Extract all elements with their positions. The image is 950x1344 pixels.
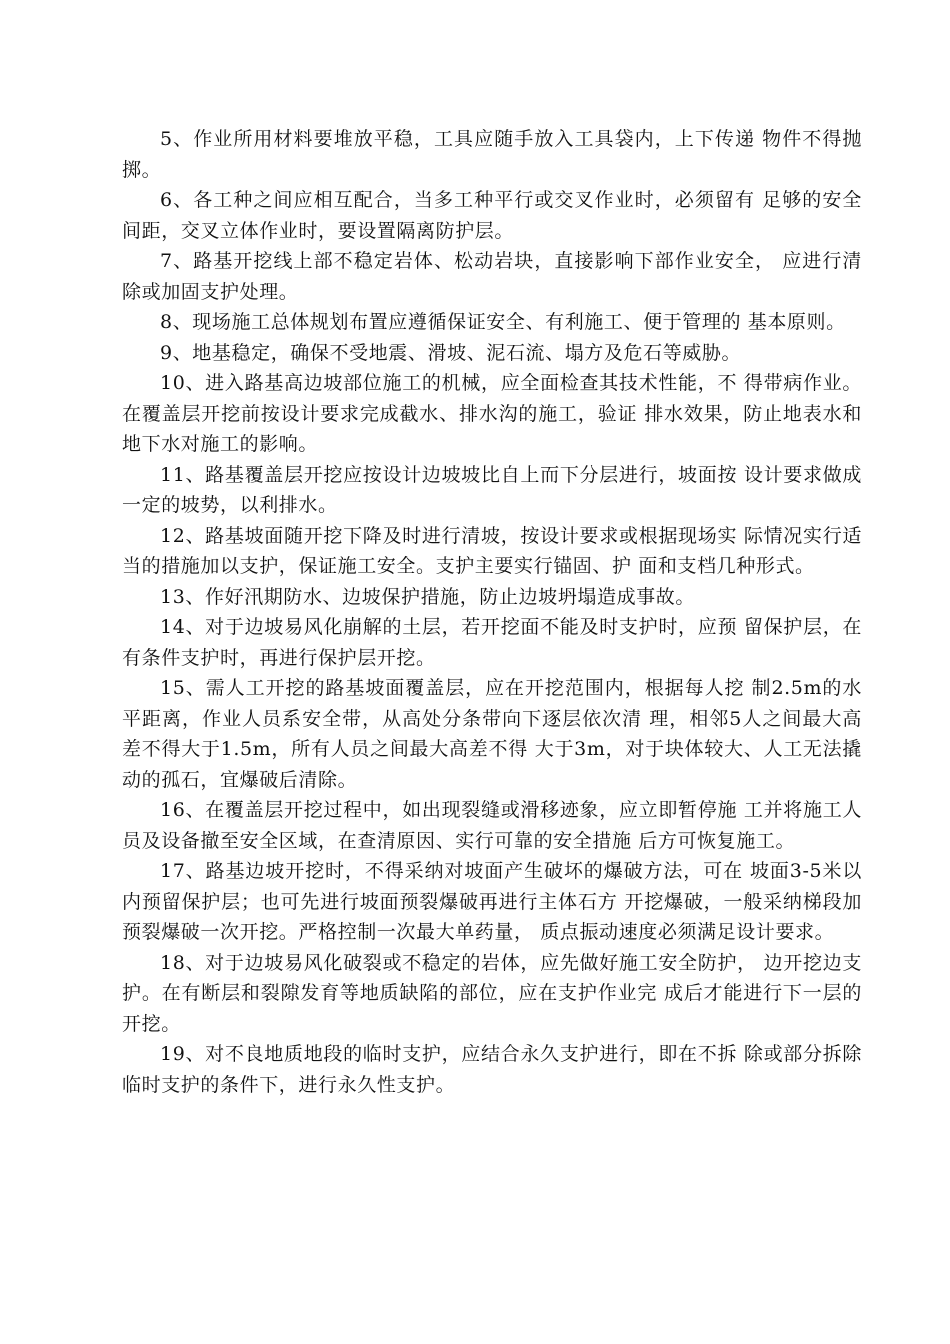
paragraph-8: 8、现场施工总体规划布置应遵循保证安全、有利施工、便于管理的 基本原则。	[160, 311, 846, 333]
paragraph-10: 10、进入路基高边坡部位施工的机械，应全面检查其技术性能，不 得带病作业。在覆盖层开挖前按设计要求完成截水、排水沟的施工，验证 排水效果，防止地表水和地下水对施工的影响。	[122, 372, 862, 455]
paragraph-5: 5、作业所用材料要堆放平稳，工具应随手放入工具袋内，上下传递 物件不得抛掷。	[122, 128, 862, 181]
paragraph-15: 15、需人工开挖的路基坡面覆盖层，应在开挖范围内，根据每人挖 制2.5m的水平距离，作业人员系安全带，从高处分条带向下逐层依次清 理，相邻5人之间最大高差不得大于1.5m，所有人员之间最大高差不得 大于3m，对于块体较大、人工无法撬动的孤石，宜爆破后清除。	[122, 677, 862, 791]
paragraph-12: 12、路基坡面随开挖下降及时进行清坡，按设计要求或根据现场实 际情况实行适当的措施加以支护，保证施工安全。支护主要实行锚固、护 面和支档几种形式。	[122, 524, 862, 577]
paragraph-17: 17、路基边坡开挖时，不得采纳对坡面产生破坏的爆破方法，可在 坡面3-5米以内预留保护层；也可先进行坡面预裂爆破再进行主体石方 开挖爆破，一般采纳梯段加预裂爆破一次开挖。严格控制一次最大单药量， 质点振动速度必须满足设计要求。	[122, 860, 862, 943]
paragraph-19: 19、对不良地质地段的临时支护，应结合永久支护进行，即在不拆 除或部分拆除临时支护的条件下，进行永久性支护。	[122, 1043, 862, 1096]
paragraph-13: 13、作好汛期防水、边坡保护措施，防止边坡坍塌造成事故。	[160, 585, 695, 608]
paragraph-7: 7、路基开挖线上部不稳定岩体、松动岩块，直接影响下部作业安全， 应进行清除或加固支护处理。	[122, 250, 862, 303]
paragraph-9: 9、地基稳定，确保不受地震、滑坡、泥石流、塌方及危石等威胁。	[160, 341, 742, 364]
document-body	[122, 124, 862, 1100]
paragraph-16: 16、在覆盖层开挖过程中，如出现裂缝或滑移迹象，应立即暂停施 工并将施工人员及设备撤至安全区域，在查清原因、实行可靠的安全措施 后方可恢复施工。	[122, 799, 862, 852]
paragraph-6: 6、各工种之间应相互配合，当多工种平行或交叉作业时，必须留有 足够的安全间距，交叉立体作业时，要设置隔离防护层。	[122, 189, 862, 242]
paragraph-14: 14、对于边坡易风化崩解的土层，若开挖面不能及时支护时，应预 留保护层，在有条件支护时，再进行保护层开挖。	[122, 616, 862, 669]
paragraph-11: 11、路基覆盖层开挖应按设计边坡坡比自上而下分层进行，坡面按 设计要求做成一定的坡势，以利排水。	[122, 463, 862, 516]
paragraph-18: 18、对于边坡易风化破裂或不稳定的岩体，应先做好施工安全防护， 边开挖边支护。在有断层和裂隙发育等地质缺陷的部位，应在支护作业完 成后才能进行下一层的开挖。	[122, 951, 862, 1035]
